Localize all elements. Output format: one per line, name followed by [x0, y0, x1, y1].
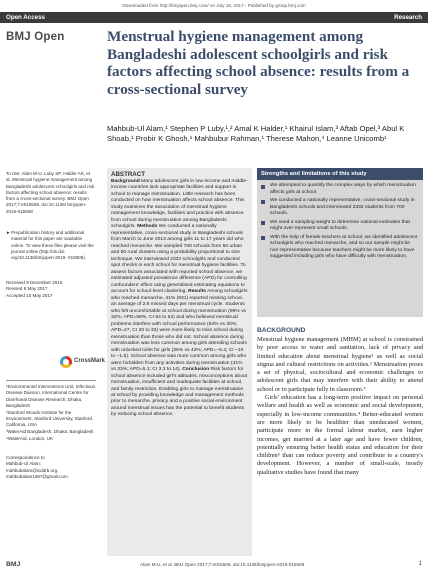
results-label: Results	[188, 289, 206, 295]
list-item-text: With the help of female teachers at school, we identified adolescent schoolgirls who reached menarche, and so our sample might be non-representative because teachers might be more likely to have suggested including girls who have difficulty with menstruation.	[270, 234, 418, 259]
correspondence-email[interactable]: mahbubalam@icddrb.org,	[6, 467, 59, 473]
open-access-label: Open Access	[6, 14, 45, 21]
crossmark-badge[interactable]	[60, 356, 106, 370]
bullet-icon: ►	[6, 230, 11, 235]
affiliations	[6, 384, 96, 443]
abstract-background: Many adolescent girls in low-income and middle-income countries lack appropriate facilities and support in school to manage menstruation. Little research has been conducted on how menstruation affects school absence. This study examines the association of menstrual hygiene management knowledge, facilities and practice with absence from school during menstruation among Bangladeshi schoolgirls.	[111, 179, 248, 230]
square-bullet-icon	[261, 221, 265, 225]
article-title: Menstrual hygiene management among Bangladeshi adolescent schoolgirls and risk factors affecting school absence: results from a cross-sectional survey	[107, 28, 410, 98]
author-list: Mahbub-Ul Alam,¹ Stephen P Luby,¹,² Amal K Halder,¹ Khairul Islam,³ Aftab Opel,³ Abul K Shoab,¹ Probir K Ghosh,¹ Mahbubur Rahman,¹ Therese Mahon,⁴ Leanne Unicomb¹	[107, 124, 405, 143]
top-banner	[0, 12, 428, 23]
citation-block: To cite: Alam M-U, Luby SP, Halder AK, et al. Menstrual hygiene management among Bangladeshi adolescent schoolgirls and risk factors affecting school absence: results from a cross-sectional survey. BMJ Open 2017;7:e015508. doi:10.1136/ bmjopen-2016-015508	[6, 171, 95, 214]
list-item	[261, 183, 419, 196]
strengths-heading: Strengths and limitations of this study	[257, 168, 423, 180]
body-text	[257, 336, 423, 477]
paragraph: Girls' education has a long-term positive impact on personal welfare and health as well as economic and social development, especially in low-income communities.⁴ Better-educated women are more likely to be healthier than uneducated women, participate more in the formal labour market, earn higher incomes, get married at a later age and have fewer children, potentially ensuring better health status and education for their children⁵ than can reduce poverty and contribute to a country's development. However, a number of small-scale, mostly qualitative studies have found that many	[257, 394, 423, 476]
page-footer	[0, 561, 428, 571]
correspondence-email[interactable]: mahbubalam1987@gmail.com	[6, 473, 68, 479]
affiliation-item: ²Stanford Woods Institute for the Environment, Stanford University, Stanford, California, USA	[6, 409, 94, 428]
list-item	[261, 198, 419, 218]
abstract-heading: ABSTRACT	[111, 171, 146, 178]
prepub-text: Prepublication history and additional material for this paper are available online. To view these files please visit the journal online (http://dx.doi. org/10.1136/bmjopen-2016- 015508).	[11, 230, 94, 261]
prepub-note	[6, 230, 96, 261]
crossmark-icon	[60, 356, 72, 368]
divider	[6, 380, 96, 381]
list-item-text: We used a sampling weight to determine national estimates that might over-represent small schools.	[270, 219, 410, 231]
list-item	[261, 235, 419, 261]
abstract-conclusion: Risk factors for school absence included girl's attitudes, misconceptions about menstruation, insufficient and inadequate facilities at school, and family restriction. Enabling girls to manage menstruation at school by providing knowledge and management methods prior to menarche, privacy and a positive social environment around menstrual issues has the potential to benefit students by reducing school absence.	[111, 367, 247, 418]
correspondence-label: Correspondence to	[6, 455, 45, 460]
affiliation-item: ¹Environmental Interventions Unit, Infectious Disease Division, International Centre for Diarrhoeal Disease Research, Dhaka, Bangladesh	[6, 384, 96, 408]
revised-date: Revised 8 May 2017	[6, 286, 48, 292]
footer-citation: Alam M-U, et al. BMJ Open 2017;7:e015508. doi:10.1136/bmjopen-2016-015508	[140, 562, 305, 567]
accepted-date: Accepted 10 May 2017	[6, 292, 53, 298]
background-label: Background	[111, 179, 140, 184]
square-bullet-icon	[261, 200, 265, 204]
abstract-text	[111, 179, 248, 419]
list-item-text: We conducted a nationally representative, cross-sectional study in Bangladeshi schools and interviewed 2332 students from 700 schools.	[270, 198, 415, 216]
list-item	[261, 220, 419, 233]
download-notice: Downloaded from http://bmjopen.bmj.com/ on July 19, 2017 - Published by group.bmj.com	[122, 3, 306, 8]
article-type-label: Research	[394, 14, 422, 21]
square-bullet-icon	[261, 236, 265, 240]
abstract-methods: We conducted a nationally representative, cross-sectional study in Bangladeshi schools from March to June 2013 among girls 11 to 17 years old who reached menarche. We sampled 700 schools from 50 urban and 50 rural clusters using a probability proportional to size technique. We interviewed 2332 schoolgirls and conducted spot checks in each school for menstrual hygiene facilities. To assess factors associated with reported school absence, we estimated adjusted prevalence difference (APD) for controlling confounders' effect using generalised estimating equations to account for school-level clustering.	[111, 224, 247, 295]
strengths-box	[257, 168, 423, 317]
bmj-logo: BMJ	[6, 561, 21, 568]
methods-label: Methods	[137, 224, 158, 230]
abstract-results: Among schoolgirls who reached menarche, 41% (931) reported missing school, an average of 2.8 missed days per menstrual cycle. Students who felt uncomfortable at school during menstruation (99% vs 32%; APD=58%, CI 54 to 63) and who believed menstrual problems interfere with school performance (64% vs 30%; APD=27, CI 20 to 33) were more likely to miss school during menstruation than those who did not. School absence during menstruation was less common among girls attending schools with unlocked toilet for girls (35% vs 43%; APD=−5.4; CI −10 to −1.6). School absence was more common among girls who were forbidden from any activities during menstruation (41% vs 33%; APD=5.1; CI 3.3 to 14).	[111, 289, 248, 373]
date-history	[6, 280, 96, 299]
received-date: Received 9 December 2016	[6, 280, 63, 285]
affiliation-item: ³WaterAid Bangladesh, Dhaka, Bangladesh	[6, 429, 94, 435]
abstract-box	[107, 168, 252, 556]
list-item-text: We attempted to quantify the complex ways by which menstruation affects girls at school.	[270, 183, 416, 195]
crossmark-label: CrossMark	[74, 358, 106, 364]
conclusion-label: Conclusion	[182, 367, 210, 373]
affiliation-item: ⁴WaterAid, London, UK	[6, 436, 54, 442]
strengths-list	[257, 180, 423, 261]
section-heading: BACKGROUND	[257, 327, 306, 334]
correspondence-name: Mahbub-Ul Alam;	[6, 461, 41, 467]
journal-name: BMJ Open	[6, 31, 65, 43]
paragraph: Menstrual hygiene management (MHM) at school is constrained by poor access to water and sanitation, lack of privacy and limited education about menstrual hygiene¹ as well as social stigma and cultural restrictions on activities.² Menstruation poses a set of physical, sociocultural and economic challenges to adolescent girls that may interfere with their ability to attend school or to participate fully in classroom.³	[257, 336, 423, 393]
page-number: 1	[418, 561, 422, 567]
correspondence	[6, 455, 96, 480]
square-bullet-icon	[261, 185, 265, 189]
